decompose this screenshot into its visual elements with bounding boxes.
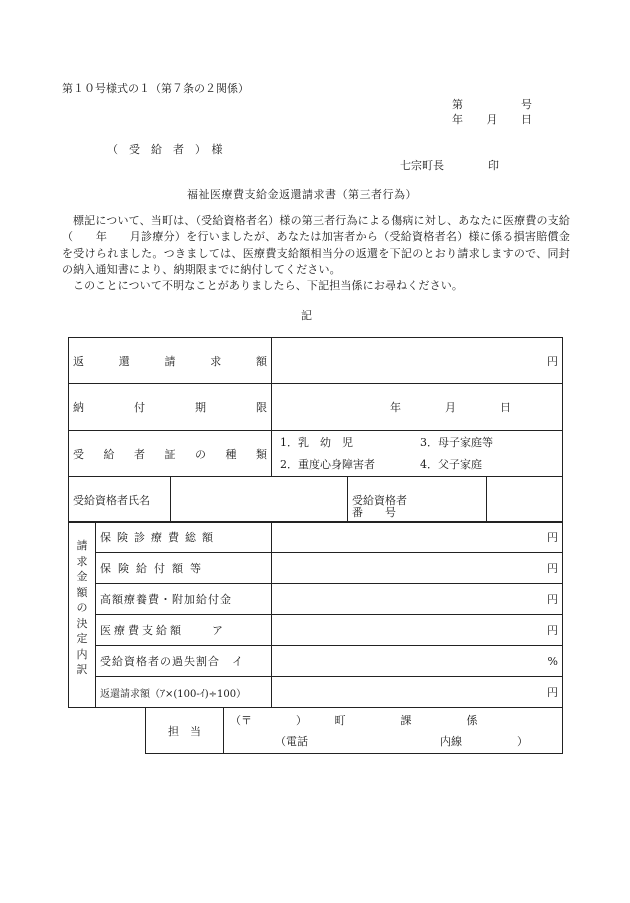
yen-unit: 円 [547,354,559,368]
breakdown-row-value[interactable] [272,553,563,584]
contact-phone-line: （電話 内線 ） [275,734,528,748]
qualified-no-line1: 受給資格者 [352,493,408,507]
addressee: （ 受 給 者 ） 様 [107,143,223,156]
unit: 円 [547,593,558,606]
unit: 円 [547,531,558,544]
breakdown-row-label: 受給資格者の過失割合 イ [96,646,272,677]
qualified-name-field[interactable] [171,477,348,523]
issue-date: 年 月 日 [452,113,533,126]
breakdown-row-label: 返還請求額（ｱ×(100-ｲ)÷100） [96,677,272,708]
breakdown-label-text: 請求金額の決定内訳 [76,539,88,676]
breakdown-row-value[interactable] [272,584,563,615]
breakdown-row-value[interactable] [272,522,563,553]
contact-table [145,707,563,754]
breakdown-row-label: 保険給付額等 [96,553,272,584]
option-single-father[interactable]: 4．父子家庭 [420,457,483,471]
deadline-label [69,384,272,431]
breakdown-table [68,521,563,708]
breakdown-row-label: 高額療養費・附加給付金 [96,584,272,615]
document-title: 福祉医療費支給金返還請求書（第三者行為） [187,188,417,201]
breakdown-label [69,522,96,708]
ki-heading: 記 [301,309,312,322]
unit: 円 [547,686,558,699]
qualified-no-line2: 番 号 [352,506,396,519]
breakdown-row-value[interactable] [272,615,563,646]
option-disabled[interactable]: 2．重度心身障害者 [280,457,376,471]
deadline-value: 年 月 日 [390,401,512,414]
label-spread: 返 還 請 求 額 [73,354,267,368]
contact-details[interactable] [224,708,563,754]
contact-address-line: （〒 ） 町 課 係 [230,713,478,727]
breakdown-row-label: 保険診療費総額 [96,522,272,553]
cert-type-label [69,431,272,477]
paragraph-inquiry: このことについて不明なことがありましたら、下記担当係にお尋ねください。 [73,279,464,293]
breakdown-row-label: 医療費支給額 ア [96,615,272,646]
label-spread: 納 付 期 限 [73,401,267,414]
refund-amount-label [69,338,272,384]
unit: 円 [547,562,558,575]
breakdown-row-value[interactable] [272,677,563,708]
contact-label: 担 当 [146,708,224,754]
form-number: 第１０号様式の１（第７条の２関係） [62,82,249,95]
deadline-field[interactable] [272,384,563,431]
qualified-number-field[interactable] [487,477,563,523]
refund-amount-field[interactable] [272,338,563,384]
option-single-mother[interactable]: 3．母子家庭等 [420,435,494,449]
document-number: 第 号 [452,98,533,111]
body-text [62,213,570,294]
issuer: 七宗町長 印 [400,159,499,172]
qualified-name-label: 受給資格者氏名 [69,477,171,523]
unit: % [547,654,558,668]
claim-table [68,337,563,523]
label-spread: 受 給 者 証 の 種 類 [73,447,267,461]
option-infant[interactable]: 1．乳 幼 児 [280,435,354,449]
cert-type-options[interactable] [272,431,563,477]
unit: 円 [547,624,558,637]
paragraph-main: 標記について、当町は、（受給資格者名）様の第三者行為による傷病に対し、あなたに医療費の支給（ 年 月診療分）を行いましたが、あなたは加害者から（受給資格者名）様に係る損害賠償金を受けられました。つきましては、医療費支給額相当分の返還を下記のとおり請求しますので、同封の納入通知書により、納期限までに納付してください。 [62,214,570,276]
breakdown-row-value[interactable] [272,646,563,677]
